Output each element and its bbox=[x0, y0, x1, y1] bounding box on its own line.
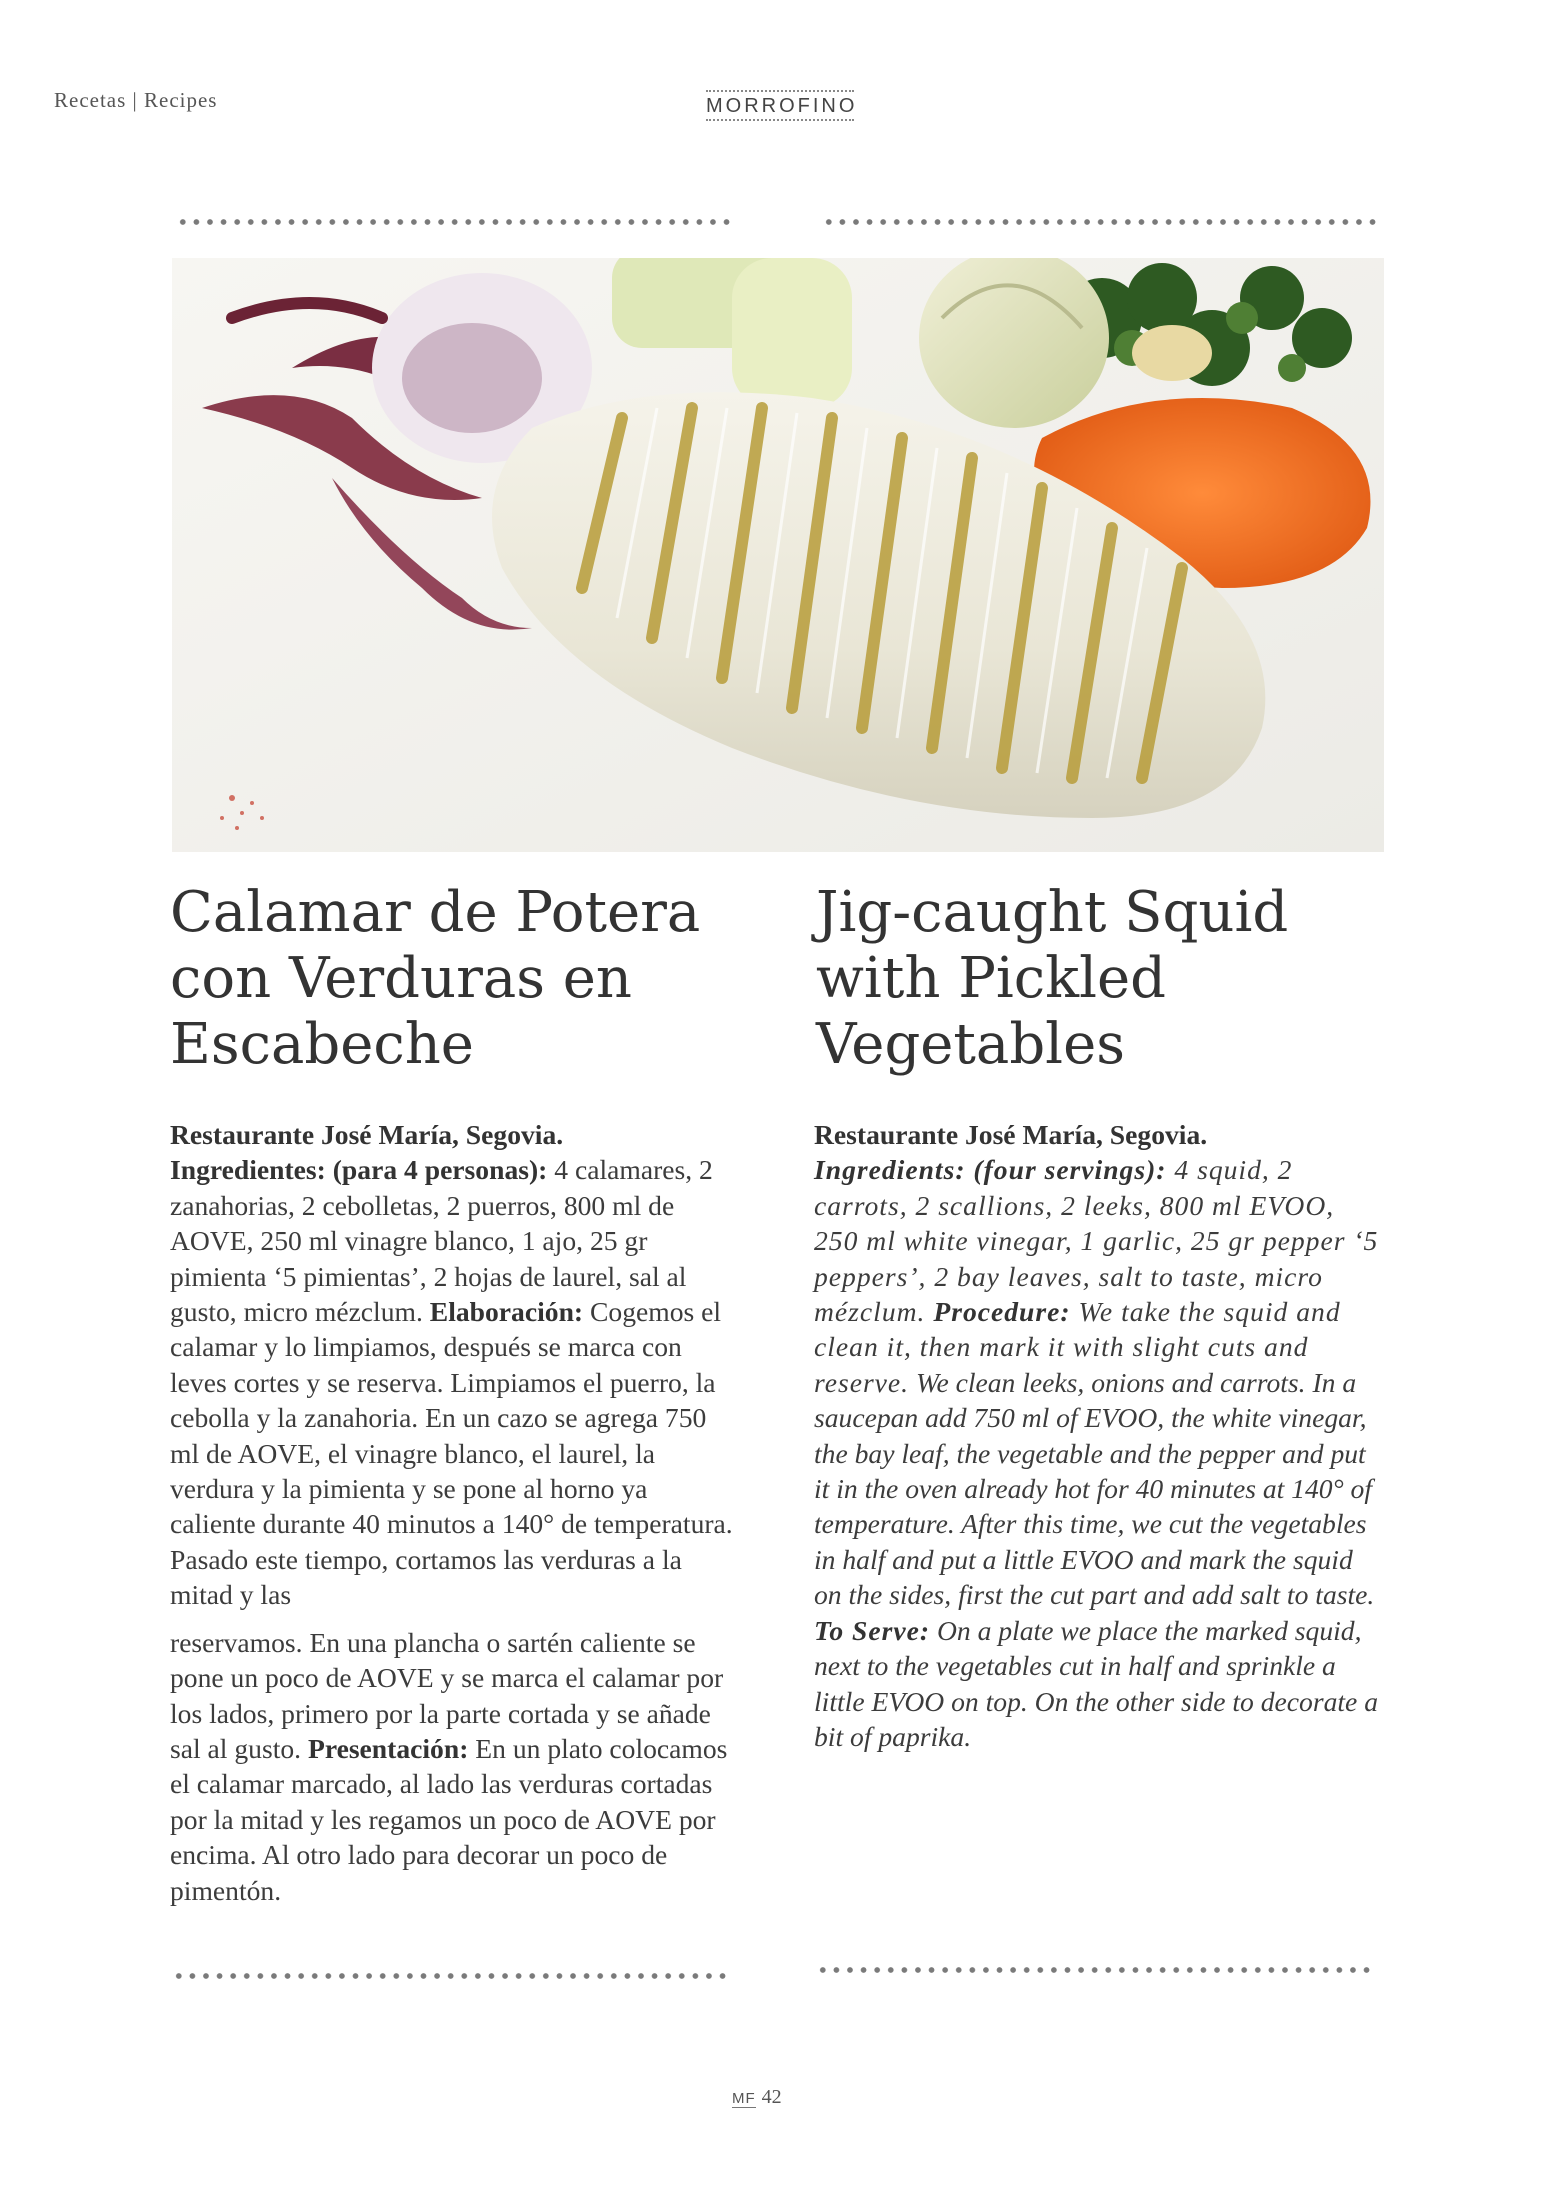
footer-mf-logo: MF bbox=[732, 2090, 756, 2107]
ingredients-label-es: Ingredientes: (para 4 personas): bbox=[170, 1154, 548, 1186]
page-number: 42 bbox=[761, 2086, 782, 2108]
recipe-title-english bbox=[816, 880, 1416, 1078]
serve-text-en: On a plate we place the marked squid, next to the vegetables cut in half and sprinkle a little EVOO on top. On the other side to decorate a bit of paprika. bbox=[814, 1614, 1378, 1752]
section-label: Recetas | Recipes bbox=[54, 88, 218, 112]
procedure-text-es-2: reservamos. En una plancha o sartén caliente se pone un poco de AOVE y se marca el calamar por los lados, primero por la parte cortada y se añade sal al gusto. bbox=[170, 1626, 724, 1764]
ingredients-label-en: Ingredients: (four servings): bbox=[814, 1154, 1167, 1186]
ingredients-text-es: 4 calamares, 2 zanahorias, 2 cebolletas, 2 puerros, 800 ml de AOVE, 250 ml vinagre blanco, 1 ajo, 25 gr pimienta ‘5 pimientas’, 2 hojas de laurel, sal al gusto, micro mézclum. bbox=[170, 1154, 713, 1328]
dotted-rule-bottom-right bbox=[816, 1966, 1376, 1974]
procedure-text-en-2: We clean leeks, onions and carrots. In a saucepan add 750 ml of EVOO, the white vinegar, the bay leaf, the vegetable and the pepper and put it in the oven already hot for 40 minutes at 140° of temperature. After this time, we cut the vegetables in half and put a little EVOO and mark the squid on the sides, first the cut part and add salt to taste. bbox=[814, 1366, 1375, 1611]
serve-label-es: Presentación: bbox=[307, 1732, 469, 1764]
dotted-rule-bottom-left bbox=[172, 1972, 730, 1980]
title-es-line-1: Calamar de Potera bbox=[170, 880, 701, 945]
recipe-body-english bbox=[814, 1117, 1384, 1754]
dotted-rule-top-right bbox=[822, 218, 1382, 226]
page-footer bbox=[732, 2086, 782, 2109]
title-en-line-2: with Pickled bbox=[816, 946, 1166, 1011]
restaurant-es: Restaurante José María, Segovia. bbox=[170, 1119, 564, 1150]
procedure-text-en-1: We take the squid and clean it, then mark it with slight cuts and reserve. bbox=[814, 1296, 1341, 1398]
ingredients-text-en: 4 squid, 2 carrots, 2 scallions, 2 leeks, 800 ml EVOO, 250 ml white vinegar, 1 garlic, 25 gr pepper ‘5 peppers’, 2 bay leaves, salt to taste, micro mézclum. bbox=[814, 1154, 1379, 1328]
recipe-title-spanish bbox=[170, 880, 770, 1078]
procedure-label-es: Elaboración: bbox=[429, 1296, 584, 1328]
procedure-label-en: Procedure: bbox=[933, 1296, 1071, 1328]
serve-text-es: En un plato colocamos el calamar marcado, al lado las verduras cortadas por la mitad y les regamos un poco de AOVE por encima. Al otro lado para decorar un poco de pimentón. bbox=[170, 1732, 728, 1906]
title-es-line-3: Escabeche bbox=[170, 1012, 474, 1077]
recipe-body-spanish bbox=[170, 1117, 736, 1908]
magazine-brand: MORROFINO bbox=[706, 90, 854, 121]
procedure-text-es-1: Cogemos el calamar y lo limpiamos, después se marca con leves cortes y se reserva. Limpiamos el puerro, la cebolla y la zanahoria. En un cazo se agrega 750 ml de AOVE, el vinagre blanco, el laurel, la verdura y la pimienta y se pone al horno ya caliente durante 40 minutos a 140° de temperatura. Pasado este tiempo, cortamos las verduras a la mitad y las bbox=[170, 1296, 733, 1611]
title-en-line-1: Jig-caught Squid bbox=[816, 880, 1289, 945]
squid-dish-illustration bbox=[172, 258, 1384, 852]
dotted-rule-top-left bbox=[176, 218, 734, 226]
title-en-line-3: Vegetables bbox=[816, 1012, 1125, 1077]
title-es-line-2: con Verduras en bbox=[170, 946, 632, 1011]
dish-photo bbox=[172, 258, 1384, 852]
restaurant-en: Restaurante José María, Segovia. bbox=[814, 1119, 1208, 1150]
serve-label-en: To Serve: bbox=[814, 1614, 931, 1646]
